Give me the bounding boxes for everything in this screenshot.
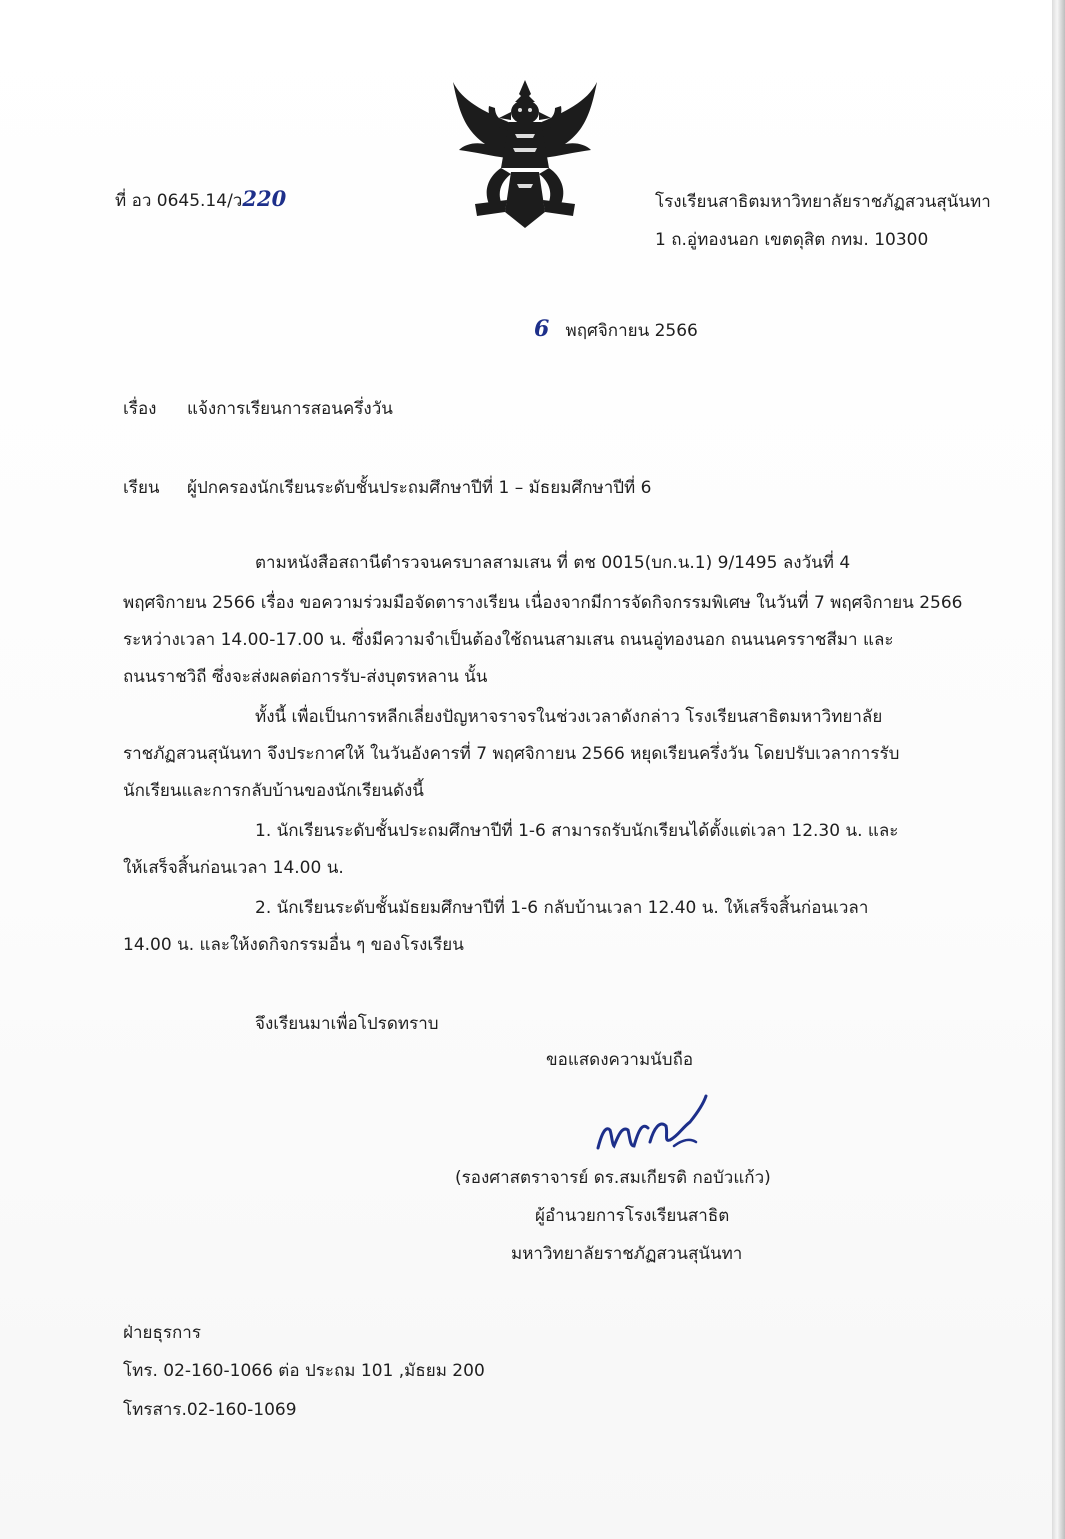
handwritten-signature: [594, 1092, 714, 1154]
garuda-emblem-icon: [445, 72, 605, 232]
subject-text: แจ้งการเรียนการสอนครึ่งวัน: [187, 399, 393, 419]
list-item-1-line-2: ให้เสร็จสิ้นก่อนเวลา 14.00 น.: [123, 858, 344, 878]
signer-organization: มหาวิทยาลัยราชภัฏสวนสุนันทา: [511, 1244, 743, 1264]
page-edge: [1052, 0, 1065, 1539]
list-item-2-line-1: 2. นักเรียนระดับชั้นมัธยมศึกษาปีที่ 1-6 กลับบ้านเวลา 12.40 น. ให้เสร็จสิ้นก่อนเวลา: [255, 898, 869, 918]
body-paragraph-1-line-2: พฤศจิกายน 2566 เรื่อง ขอความร่วมมือจัดตารางเรียน เนื่องจากมีการจัดกิจกรรมพิเศษ ในวันที่ 7 พฤศจิกายน 2566: [123, 593, 963, 613]
closing-informing: จึงเรียนมาเพื่อโปรดทราบ: [255, 1014, 439, 1034]
reference-number: [115, 188, 286, 212]
body-paragraph-1-line-1: ตามหนังสือสถานีตำรวจนครบาลสามเสน ที่ ตช 0015(บก.น.1) 9/1495 ลงวันที่ 4: [255, 553, 851, 573]
body-paragraph-2-line-1: ทั้งนี้ เพื่อเป็นการหลีกเลี่ยงปัญหาจราจรในช่วงเวลาดังกล่าว โรงเรียนสาธิตมหาวิทยาลัย: [255, 707, 883, 727]
footer-fax: โทรสาร.02-160-1069: [123, 1400, 297, 1420]
letter-date: [534, 318, 698, 342]
recipient-text: ผู้ปกครองนักเรียนระดับชั้นประถมศึกษาปีที่ 1 – มัธยมศึกษาปีที่ 6: [187, 478, 652, 498]
reference-prefix: ที่ อว 0645.14/ว: [115, 191, 243, 211]
school-address: 1 ถ.อู่ทองนอก เขตดุสิต กทม. 10300: [655, 230, 929, 250]
body-paragraph-1-line-4: ถนนราชวิถี ซึ่งจะส่งผลต่อการรับ-ส่งบุตรหลาน นั้น: [123, 667, 488, 687]
date-month-year: พฤศจิกายน 2566: [565, 321, 698, 341]
footer-phone: โทร. 02-160-1066 ต่อ ประถม 101 ,มัธยม 200: [123, 1361, 485, 1381]
signer-name: (รองศาสตราจารย์ ดร.สมเกียรติ กอบัวแก้ว): [455, 1168, 771, 1188]
list-item-2-line-2: 14.00 น. และให้งดกิจกรรมอื่น ๆ ของโรงเรียน: [123, 935, 464, 955]
body-paragraph-2-line-3: นักเรียนและการกลับบ้านของนักเรียนดังนี้: [123, 781, 424, 801]
subject-label: เรื่อง: [123, 399, 157, 419]
date-day-handwritten: 6: [534, 316, 550, 342]
footer-department: ฝ่ายธุรการ: [123, 1323, 201, 1343]
reference-number-handwritten: 220: [242, 186, 287, 211]
closing-regards: ขอแสดงความนับถือ: [546, 1050, 694, 1070]
recipient-label: เรียน: [123, 478, 160, 498]
signer-title: ผู้อำนวยการโรงเรียนสาธิต: [535, 1206, 730, 1226]
body-paragraph-2-line-2: ราชภัฏสวนสุนันทา จึงประกาศให้ ในวันอังคารที่ 7 พฤศจิกายน 2566 หยุดเรียนครึ่งวัน โดยปรับเวลาการรับ: [123, 744, 900, 764]
list-item-1-line-1: 1. นักเรียนระดับชั้นประถมศึกษาปีที่ 1-6 สามารถรับนักเรียนได้ตั้งแต่เวลา 12.30 น. และ: [255, 821, 899, 841]
body-paragraph-1-line-3: ระหว่างเวลา 14.00-17.00 น. ซึ่งมีความจำเป็นต้องใช้ถนนสามเสน ถนนอู่ทองนอก ถนนนครราชสีมา และ: [123, 630, 894, 650]
school-name: โรงเรียนสาธิตมหาวิทยาลัยราชภัฏสวนสุนันทา: [655, 192, 991, 212]
